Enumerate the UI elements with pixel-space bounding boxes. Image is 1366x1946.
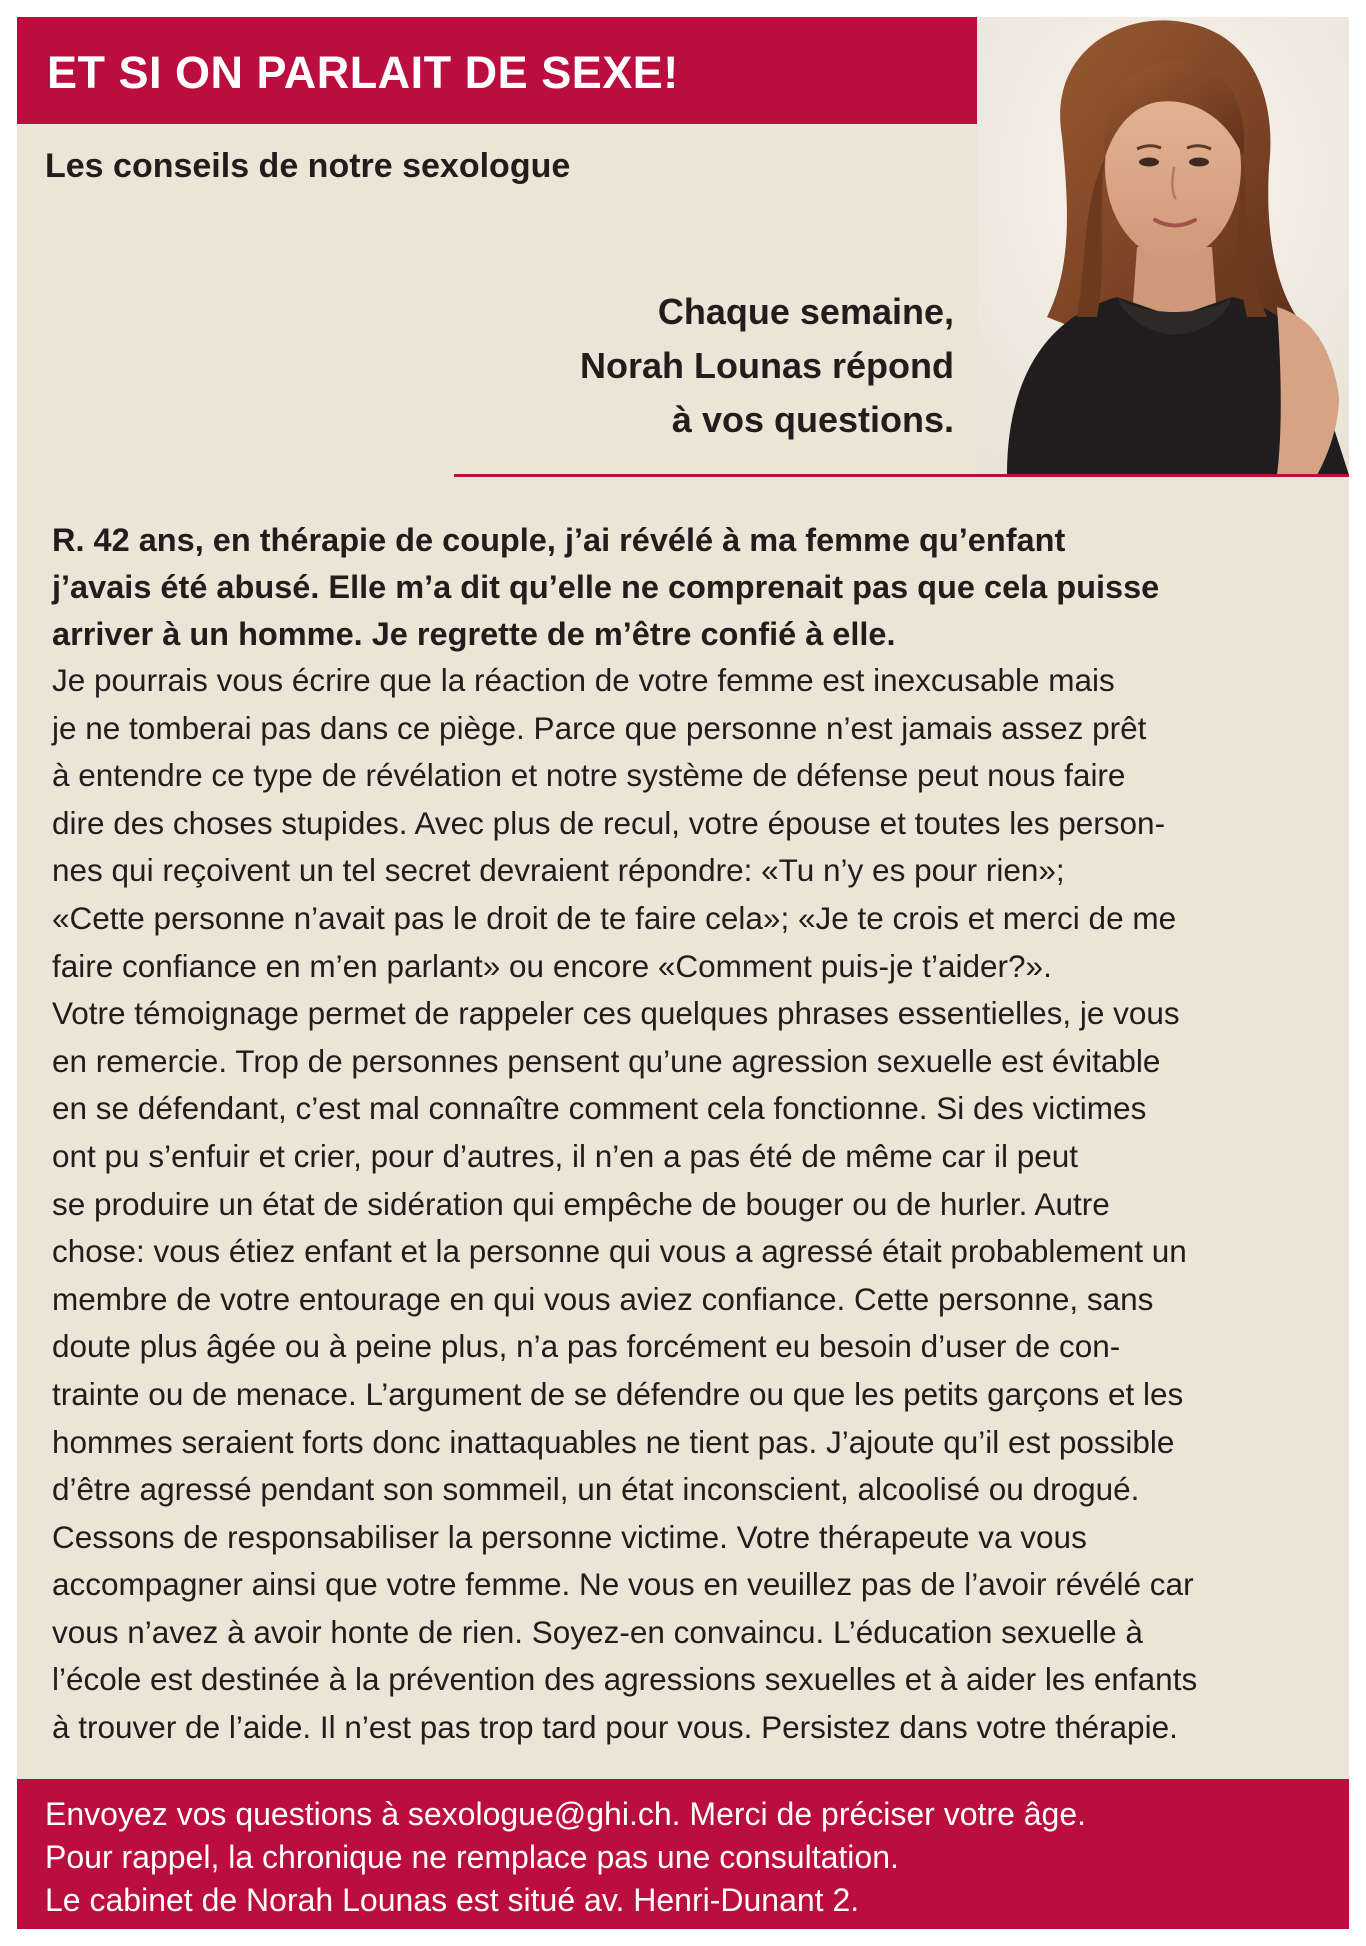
column-subtitle: Les conseils de notre sexologue: [45, 147, 571, 185]
footer-line: Envoyez vos questions à sexologue@ghi.ch. Merci de préciser votre âge.: [45, 1796, 1087, 1832]
question-line: j’avais été abusé. Elle m’a dit qu’elle ne comprenait pas que cela puisse: [52, 569, 1160, 605]
answer-line: vous n’avez à avoir honte de rien. Soyez-en convaincu. L’éducation sexuelle à: [52, 1613, 1143, 1650]
footer-line: Le cabinet de Norah Lounas est situé av. Henri-Dunant 2.: [45, 1882, 860, 1918]
answer-line: nes qui reçoivent un tel secret devraient répondre: «Tu n’y es pour rien»;: [52, 852, 1065, 889]
footer-bar: [17, 1779, 1349, 1929]
intro-line: Chaque semaine,: [657, 291, 954, 332]
question-line: R. 42 ans, en thérapie de couple, j’ai révélé à ma femme qu’enfant: [52, 522, 1066, 558]
portrait-illustration: [977, 17, 1349, 475]
answer-line: à entendre ce type de révélation et notre système de défense peut nous faire: [52, 757, 1126, 794]
footer-line: Pour rappel, la chronique ne remplace pas une consultation.: [45, 1839, 899, 1875]
footer-text: [45, 1793, 1086, 1922]
answer-line: dire des choses stupides. Avec plus de recul, votre épouse et toutes les person-: [52, 804, 1166, 841]
answer-line: Cessons de responsabiliser la personne victime. Votre thérapeute va vous: [52, 1518, 1087, 1555]
answer-line: l’école est destinée à la prévention des agressions sexuelles et à aider les enfants: [52, 1661, 1198, 1698]
answer-line: accompagner ainsi que votre femme. Ne vous en veuillez pas de l’avoir révélé car: [52, 1566, 1194, 1603]
answer-line: Je pourrais vous écrire que la réaction de votre femme est inexcusable mais: [52, 662, 1115, 698]
intro-line: Norah Lounas répond: [579, 345, 954, 386]
column-card: [17, 17, 1349, 1929]
answer-line: Votre témoignage permet de rappeler ces quelques phrases essentielles, je vous: [52, 995, 1180, 1032]
answer-line: à trouver de l’aide. Il n’est pas trop tard pour vous. Persistez dans votre thérapie.: [52, 1709, 1178, 1746]
author-portrait: [977, 17, 1349, 475]
sexologist-answer: [52, 657, 1317, 1752]
answer-line: ont pu s’enfuir et crier, pour d’autres, il n’en a pas été de même car il peut: [52, 1137, 1079, 1174]
answer-line: doute plus âgée ou à peine plus, n’a pas forcément eu besoin d’user de con-: [52, 1328, 1121, 1365]
answer-line: membre de votre entourage en qui vous aviez confiance. Cette personne, sans: [52, 1280, 1154, 1317]
answer-line: chose: vous étiez enfant et la personne qui vous a agressé était probablement un: [52, 1233, 1187, 1270]
answer-line: faire confiance en m’en parlant» ou encore «Comment puis-je t’aider?».: [52, 947, 1052, 984]
answer-line: je ne tomberai pas dans ce piège. Parce que personne n’est jamais assez prêt: [52, 709, 1147, 746]
answer-line: en remercie. Trop de personnes pensent qu’une agression sexuelle est évitable: [52, 1042, 1161, 1079]
section-divider: [454, 474, 1349, 477]
answer-line: d’être agressé pendant son sommeil, un état inconscient, alcoolisé ou drogué.: [52, 1471, 1140, 1508]
intro-text: [354, 285, 954, 447]
answer-line: hommes seraient forts donc inattaquables ne tient pas. J’ajoute qu’il est possible: [52, 1423, 1175, 1460]
question-line: arriver à un homme. Je regrette de m’être confié à elle.: [52, 616, 896, 652]
answer-line: trainte ou de menace. L’argument de se défendre ou que les petits garçons et les: [52, 1375, 1184, 1412]
answer-line: «Cette personne n’avait pas le droit de te faire cela»; «Je te crois et merci de me: [52, 899, 1177, 936]
answer-line: se produire un état de sidération qui empêche de bouger ou de hurler. Autre: [52, 1185, 1110, 1222]
answer-line: en se défendant, c’est mal connaître comment cela fonctionne. Si des victimes: [52, 1090, 1147, 1127]
column-title: ET SI ON PARLAIT DE SEXE!: [47, 47, 679, 98]
reader-question: [52, 517, 1317, 658]
intro-line: à vos questions.: [671, 399, 954, 440]
